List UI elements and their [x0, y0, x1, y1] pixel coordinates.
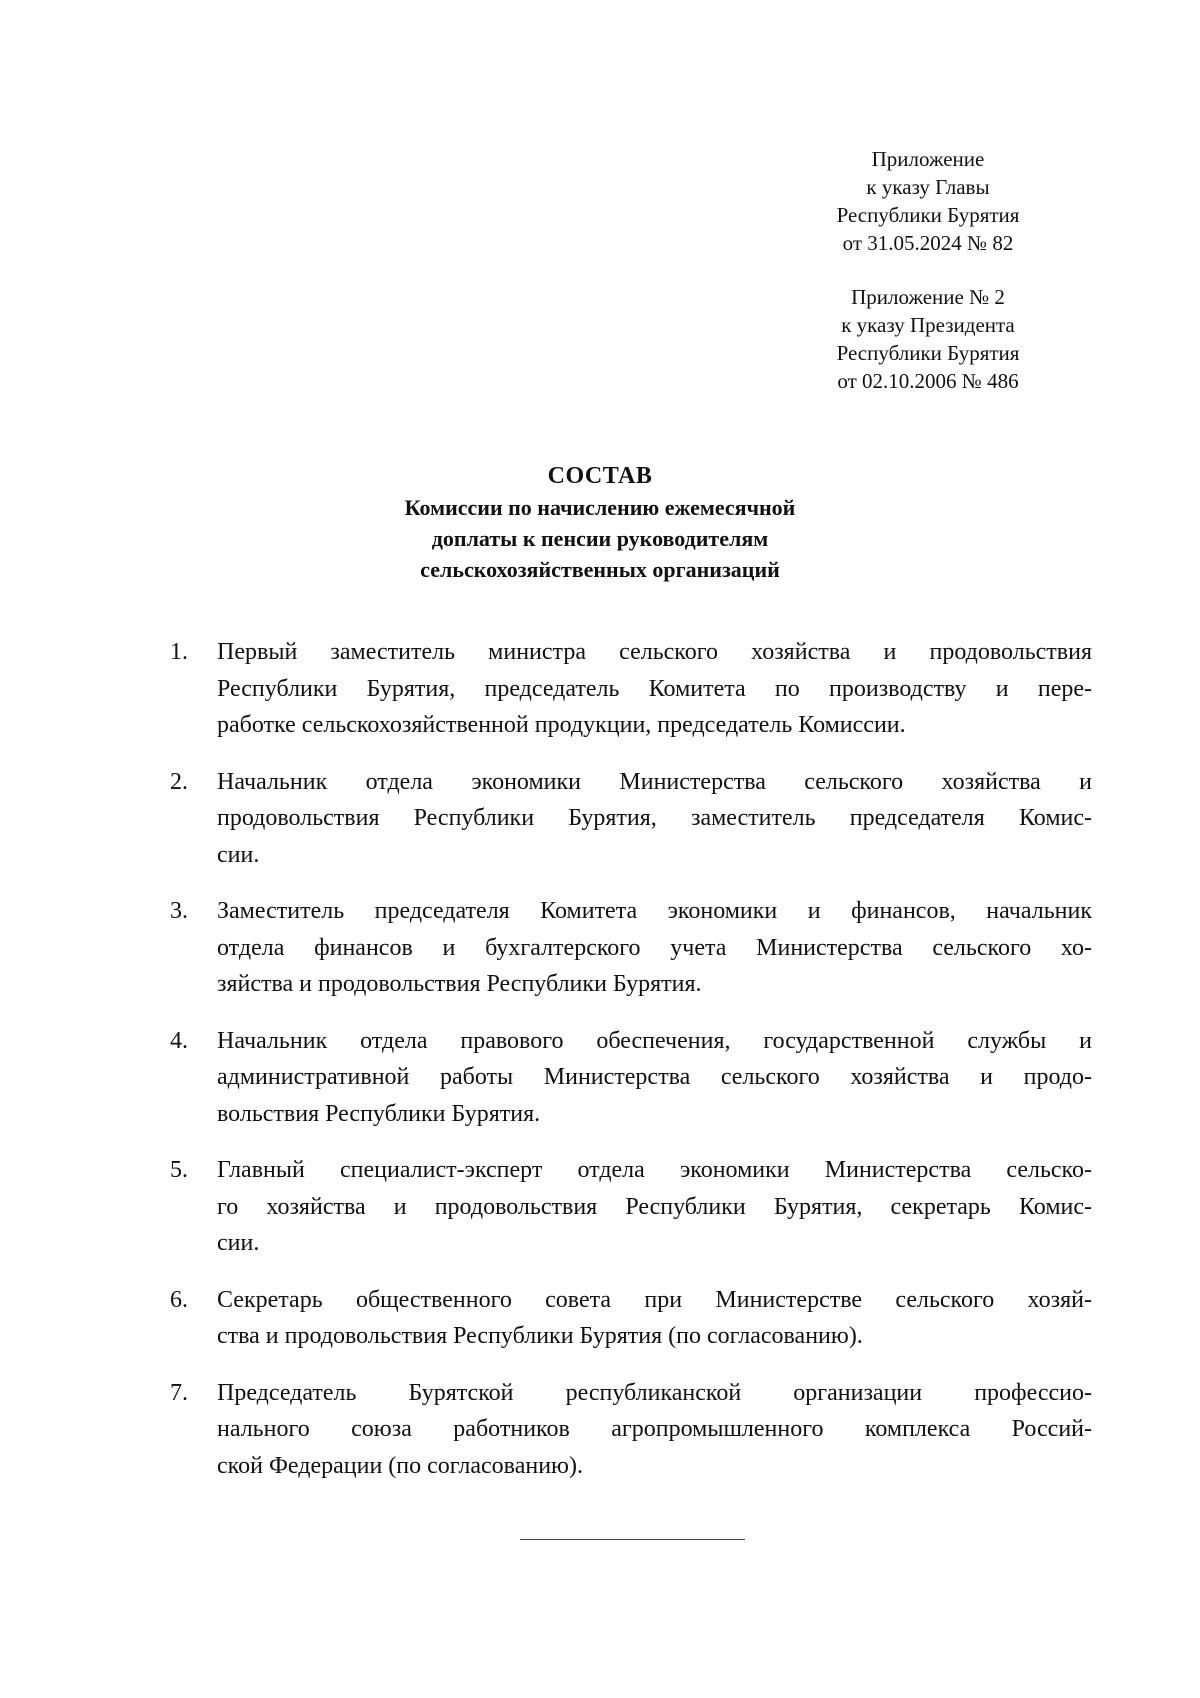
document-subtitle-line: сельскохозяйственных организаций	[420, 557, 780, 582]
member-number: 1.	[170, 639, 188, 665]
member-text-line: отдела финансов и бухгалтерского учета Министерства сельского хо-	[217, 934, 1092, 961]
appendix-original-line: от 02.10.2006 № 486	[837, 369, 1019, 393]
member-number: 2.	[170, 768, 188, 795]
commission-member-item	[170, 1282, 1092, 1355]
member-text-line: ства и продовольствия Республики Бурятия (по согласованию).	[217, 1323, 863, 1349]
member-text-line: ской Федерации (по согласованию).	[217, 1452, 583, 1479]
member-text-line: административной работы Министерства сельского хозяйства и продо-	[217, 1064, 1092, 1090]
member-text-line: Начальник отдела правового обеспечения, государственной службы и	[217, 1027, 1092, 1054]
document-heading	[300, 460, 900, 585]
member-text-line: вольствия Республики Бурятия.	[217, 1100, 541, 1127]
member-text-line: продовольствия Республики Бурятия, заместитель председателя Комис-	[217, 805, 1092, 831]
commission-member-item	[170, 634, 1092, 744]
appendix-original-line: Республики Бурятия	[836, 341, 1020, 365]
member-number: 3.	[170, 898, 188, 924]
appendix-current-block	[798, 145, 1058, 257]
member-text-line: Председатель Бурятской республиканской организации профессио-	[217, 1379, 1092, 1406]
member-text-line: Главный специалист-эксперт отдела экономики Министерства сельско-	[217, 1157, 1092, 1183]
member-text-line: нального союза работников агропромышленного комплекса Россий-	[217, 1416, 1092, 1442]
appendix-original-block	[798, 283, 1058, 395]
member-number: 5.	[170, 1157, 188, 1183]
member-text-line: сии.	[217, 841, 260, 868]
appendix-current-line: к указу Главы	[866, 175, 990, 199]
member-text-line: го хозяйства и продовольствия Республики Бурятия, секретарь Комис-	[217, 1193, 1092, 1220]
member-number: 7.	[170, 1379, 188, 1406]
commission-member-item	[170, 1152, 1092, 1262]
member-text-line: Республики Бурятия, председатель Комитета по производству и пере-	[217, 675, 1092, 702]
document-title: СОСТАВ	[547, 463, 653, 489]
document-subtitle-line: Комиссии по начислению ежемесячной	[404, 495, 796, 520]
appendix-original-line: Приложение № 2	[851, 285, 1005, 309]
commission-member-item	[170, 1375, 1092, 1485]
member-text-line: Секретарь общественного совета при Министерстве сельского хозяй-	[217, 1286, 1092, 1313]
member-text-line: Начальник отдела экономики Министерства сельского хозяйства и	[217, 768, 1092, 795]
appendix-original-line: к указу Президента	[841, 313, 1015, 337]
member-number: 6.	[170, 1286, 188, 1313]
end-of-document-divider	[520, 1539, 745, 1540]
commission-member-item	[170, 764, 1092, 874]
commission-member-item	[170, 1023, 1092, 1133]
member-text-line: Заместитель председателя Комитета экономики и финансов, начальник	[217, 898, 1092, 924]
member-text-line: Первый заместитель министра сельского хозяйства и продовольствия	[217, 639, 1092, 665]
commission-member-item	[170, 893, 1092, 1003]
member-text-line: сии.	[217, 1230, 260, 1256]
member-text-line: работке сельскохозяйственной продукции, председатель Комиссии.	[217, 712, 906, 738]
commission-members-list	[170, 634, 1092, 1504]
appendix-current-line: от 31.05.2024 № 82	[842, 231, 1014, 255]
appendix-current-line: Республики Бурятия	[836, 203, 1020, 227]
document-subtitle-line: доплаты к пенсии руководителям	[431, 526, 769, 551]
member-text-line: зяйства и продовольствия Республики Бурятия.	[217, 971, 702, 997]
appendix-current-line: Приложение	[871, 147, 985, 171]
member-number: 4.	[170, 1027, 188, 1054]
